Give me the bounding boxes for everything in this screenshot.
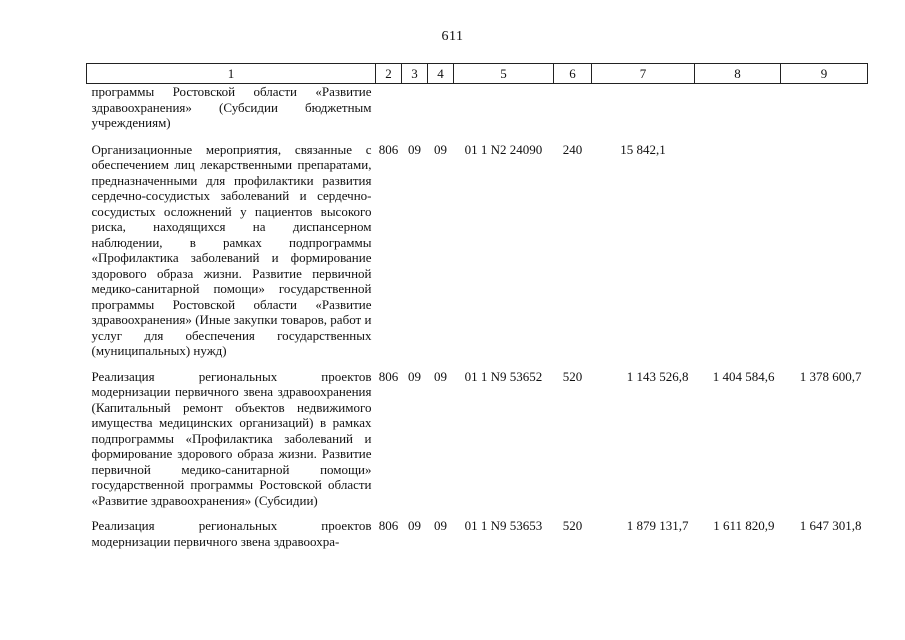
- row-expense-type: 240: [562, 141, 583, 157]
- header-col-4: 4: [428, 64, 454, 84]
- row-sum-1: 1 879 131,7: [626, 518, 689, 533]
- row-section: 09: [408, 141, 421, 157]
- row-sum-2: [695, 84, 781, 142]
- header-col-2: 2: [376, 64, 402, 84]
- row-sum-3: [781, 142, 868, 369]
- row-description: Организационные мероприятия, связанные с обеспечением лиц лекарственными препаратами, предназначенными для профилактики развития сердечно-сосудистых заболеваний и сердечно-сосудистых осложнений у пациентов высокого риска, находящихся на диспансерном наблюдении, в рамках подпрограммы «Профилактика заболеваний и формирование здорового образа жизни. Развитие первичной медико-санитарной помощи» государственной программы Ростовской области «Развитие здравоохранения» (Иные закупки товаров, работ и услуг для обеспечения государственных (муниципальных) нужд): [91, 141, 372, 358]
- row-target-article: 01 1 N9 53652: [464, 368, 543, 384]
- row-section: 09: [408, 368, 421, 384]
- row-ministry: 806: [378, 368, 399, 384]
- row-sum-2: 1 611 820,9: [713, 518, 775, 533]
- row-target-article: 01 1 N2 24090: [464, 141, 543, 157]
- row-sum-3: 1 647 301,8: [799, 518, 862, 533]
- budget-table: [86, 63, 868, 549]
- row-ministry: 806: [378, 141, 399, 157]
- row-sum-1: 15 842,1: [620, 141, 666, 157]
- row-sum-3: [781, 84, 868, 142]
- header-row: [87, 64, 868, 84]
- row-sum-1: 1 143 526,8: [626, 368, 689, 384]
- header-col-7: 7: [592, 64, 695, 84]
- row-description: Реализация региональных проектов модернизации первичного звена здравоохра-: [91, 518, 372, 549]
- row-description: программы Ростовской области «Развитие здравоохранения» (Субсидии бюджетным учреждениям): [91, 84, 372, 130]
- table-body: [87, 84, 868, 550]
- row-subsection: 09: [434, 141, 447, 157]
- row-sum-3: 1 378 600,7: [799, 368, 862, 384]
- row-sum-2: 1 404 584,6: [712, 368, 775, 384]
- row-section: 09: [408, 518, 421, 533]
- table-row: [87, 369, 868, 519]
- row-target-article: [454, 84, 554, 142]
- header-col-1: 1: [87, 64, 376, 84]
- row-subsection: 09: [434, 368, 447, 384]
- row-expense-type: 520: [562, 518, 583, 533]
- row-description: Реализация региональных проектов модернизации первичного звена здравоохранения (Капитальный ремонт объектов недвижимого имущества медицинских организаций) в рамках подпрограммы «Профилактика заболеваний и формирование здорового образа жизни. Развитие первичной медико-санитарной помощи» государственной программы Ростовской области «Развитие здравоохранения» (Субсидии): [91, 368, 372, 508]
- row-expense-type: 520: [562, 368, 583, 384]
- row-sum-2: [695, 142, 781, 369]
- row-ministry: [376, 84, 402, 142]
- page-number: 611: [441, 29, 464, 44]
- row-ministry: 806: [378, 518, 399, 533]
- table-row: [87, 84, 868, 142]
- header-col-8: 8: [695, 64, 781, 84]
- header-col-5: 5: [454, 64, 554, 84]
- row-subsection: 09: [434, 518, 447, 533]
- row-section: [402, 84, 428, 142]
- table-row: [87, 518, 868, 549]
- header-col-9: 9: [781, 64, 868, 84]
- header-col-6: 6: [554, 64, 592, 84]
- row-sum-1: [592, 84, 695, 142]
- table-header: [87, 64, 868, 84]
- table-row: [87, 142, 868, 369]
- header-col-3: 3: [402, 64, 428, 84]
- row-subsection: [428, 84, 454, 142]
- row-target-article: 01 1 N9 53653: [464, 518, 543, 533]
- row-expense-type: [554, 84, 592, 142]
